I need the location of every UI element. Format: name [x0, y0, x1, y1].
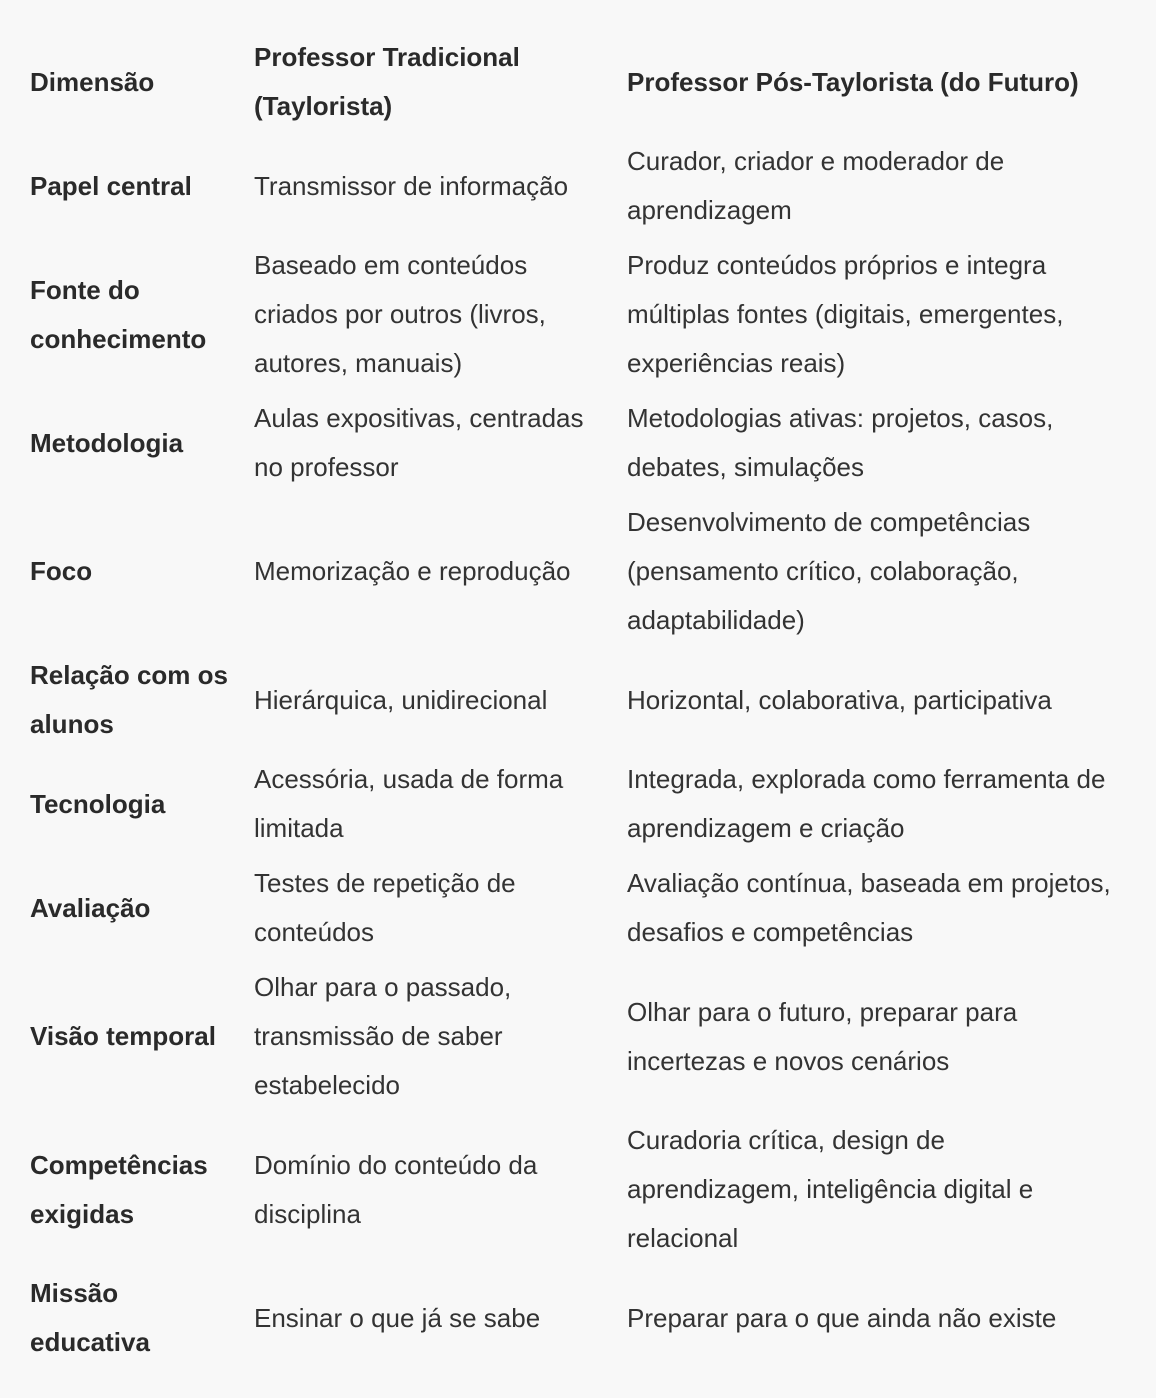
row-dimension: Visão temporal	[30, 1021, 216, 1051]
row-post-taylorist: Avaliação contínua, baseada em projetos, desafios e competências	[627, 868, 1111, 947]
row-traditional: Domínio do conteúdo da disciplina	[254, 1149, 538, 1229]
row-post-taylorist: Curadoria crítica, design de aprendizagem, inteligência digital e relacional	[627, 1125, 1034, 1253]
row-traditional: Acessória, usada de forma limitada	[254, 764, 564, 843]
table-row	[30, 1266, 1140, 1370]
row-traditional: Aulas expositivas, centradas no professor	[254, 403, 584, 482]
table-header-row	[30, 30, 1140, 134]
comparison-table	[30, 30, 1140, 1370]
table-row	[30, 134, 1140, 238]
table-row	[30, 648, 1140, 752]
table-row	[30, 752, 1140, 856]
row-traditional: Memorização e reprodução	[254, 556, 571, 586]
table-row	[30, 391, 1140, 495]
header-post-taylorist-teacher: Professor Pós-Taylorista (do Futuro)	[627, 66, 1079, 97]
row-traditional: Testes de repetição de conteúdos	[254, 868, 516, 947]
row-traditional: Ensinar o que já se sabe	[254, 1302, 541, 1333]
row-traditional: Hierárquica, unidirecional	[254, 684, 548, 715]
row-post-taylorist: Desenvolvimento de competências (pensamento crítico, colaboração, adaptabilidade)	[627, 507, 1031, 635]
row-traditional: Baseado em conteúdos criados por outros (livros, autores, manuais)	[254, 250, 546, 378]
row-dimension: Relação com os alunos	[30, 660, 228, 739]
table-row	[30, 960, 1140, 1113]
row-dimension: Foco	[30, 556, 93, 586]
row-dimension: Missão educativa	[30, 1278, 150, 1357]
row-post-taylorist: Curador, criador e moderador de aprendizagem	[627, 146, 1005, 225]
row-dimension: Avaliação	[30, 892, 151, 923]
header-dimension: Dimensão	[30, 66, 155, 97]
row-post-taylorist: Horizontal, colaborativa, participativa	[627, 684, 1052, 715]
row-dimension: Papel central	[30, 170, 192, 201]
row-traditional: Transmissor de informação	[254, 170, 569, 201]
row-traditional: Olhar para o passado, transmissão de saber estabelecido	[254, 972, 512, 1100]
row-post-taylorist: Olhar para o futuro, preparar para incertezas e novos cenários	[627, 996, 1018, 1076]
table-row	[30, 856, 1140, 960]
row-post-taylorist: Integrada, explorada como ferramenta de aprendizagem e criação	[627, 764, 1106, 843]
row-post-taylorist: Produz conteúdos próprios e integra múltiplas fontes (digitais, emergentes, experiências reais)	[627, 250, 1064, 378]
row-dimension: Fonte do conhecimento	[30, 274, 207, 354]
table-row	[30, 238, 1140, 391]
row-dimension: Competências exigidas	[30, 1149, 208, 1229]
row-dimension: Tecnologia	[30, 788, 166, 819]
row-post-taylorist: Preparar para o que ainda não existe	[627, 1302, 1057, 1333]
row-post-taylorist: Metodologias ativas: projetos, casos, debates, simulações	[627, 403, 1054, 482]
table-row	[30, 495, 1140, 648]
table-row	[30, 1113, 1140, 1266]
row-dimension: Metodologia	[30, 427, 184, 458]
header-traditional-teacher: Professor Tradicional (Taylorista)	[254, 42, 520, 121]
